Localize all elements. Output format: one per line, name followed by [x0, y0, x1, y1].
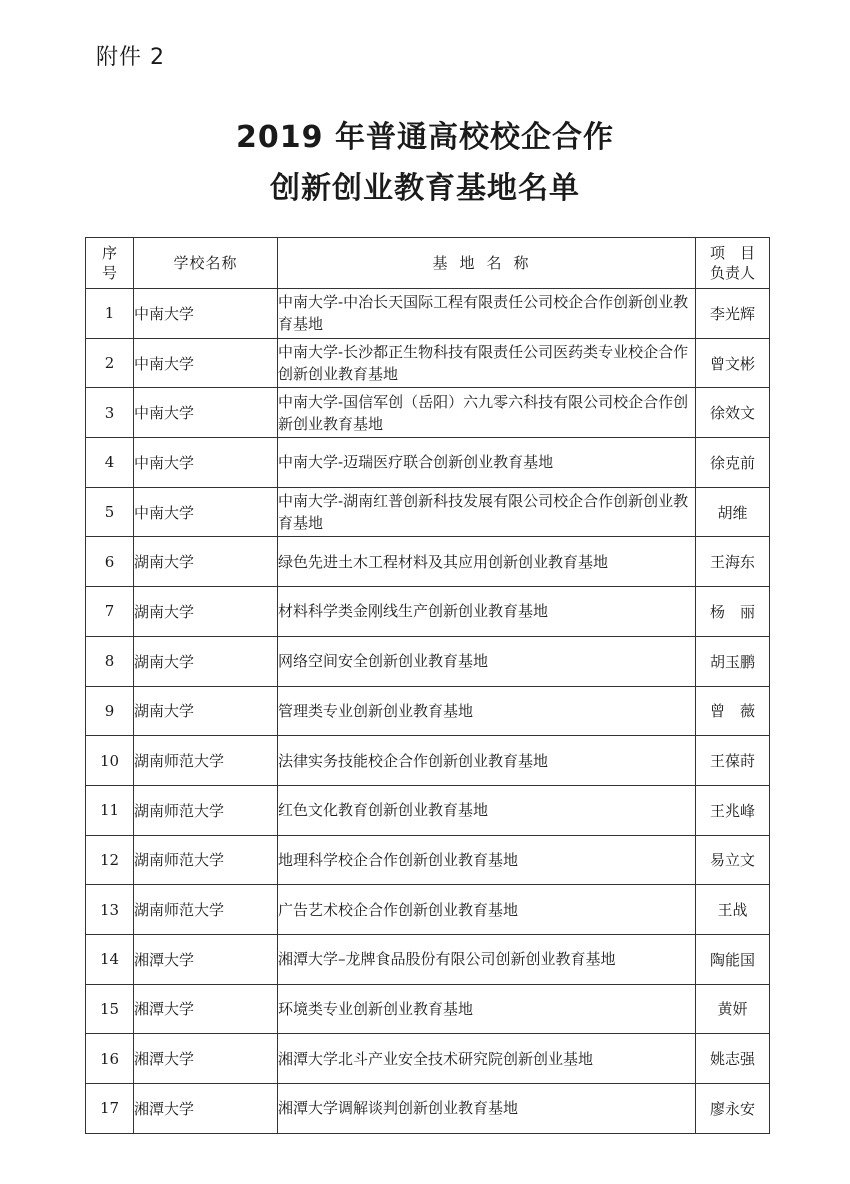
row-number: 1	[86, 289, 134, 339]
row-school: 湖南大学	[134, 686, 278, 736]
table-row	[86, 438, 770, 488]
row-lead: 杨 丽	[696, 587, 770, 637]
table-row	[86, 636, 770, 686]
row-school: 中南大学	[134, 338, 278, 388]
header-lead-line1: 项 目	[709, 244, 755, 262]
base-list-table	[85, 237, 770, 1134]
row-lead: 黄妍	[696, 984, 770, 1034]
table-row	[86, 338, 770, 388]
row-lead: 易立文	[696, 835, 770, 885]
row-school: 湘潭大学	[134, 1084, 278, 1134]
table-row	[86, 289, 770, 339]
header-lead	[696, 238, 770, 289]
row-base: 法律实务技能校企合作创新创业教育基地	[278, 736, 696, 786]
row-school: 湖南师范大学	[134, 835, 278, 885]
row-school: 湖南师范大学	[134, 885, 278, 935]
row-base: 广告艺术校企合作创新创业教育基地	[278, 885, 696, 935]
row-school: 湖南大学	[134, 636, 278, 686]
row-number: 2	[86, 338, 134, 388]
row-base: 红色文化教育创新创业教育基地	[278, 785, 696, 835]
table-row	[86, 1034, 770, 1084]
row-base: 材料科学类金刚线生产创新创业教育基地	[278, 587, 696, 637]
row-base: 中南大学-中冶长天国际工程有限责任公司校企合作创新创业教育基地	[278, 289, 696, 339]
row-school: 湖南师范大学	[134, 736, 278, 786]
table-row	[86, 736, 770, 786]
header-base: 基地名称	[278, 238, 696, 289]
row-base: 地理科学校企合作创新创业教育基地	[278, 835, 696, 885]
row-lead: 徐效文	[696, 388, 770, 438]
row-school: 中南大学	[134, 289, 278, 339]
table-row	[86, 785, 770, 835]
table-row	[86, 885, 770, 935]
row-lead: 曾文彬	[696, 338, 770, 388]
row-number: 8	[86, 636, 134, 686]
header-number	[86, 238, 134, 289]
row-base: 中南大学-迈瑞医疗联合创新创业教育基地	[278, 438, 696, 488]
row-school: 湖南师范大学	[134, 785, 278, 835]
document-title-line1: 2019 年普通高校校企合作	[236, 120, 614, 155]
table-row	[86, 686, 770, 736]
row-base: 中南大学-长沙都正生物科技有限责任公司医药类专业校企合作创新创业教育基地	[278, 338, 696, 388]
header-lead-line2: 负责人	[709, 264, 755, 282]
table-row	[86, 934, 770, 984]
row-base: 湘潭大学–龙牌食品股份有限公司创新创业教育基地	[278, 934, 696, 984]
row-school: 湘潭大学	[134, 984, 278, 1034]
row-number: 9	[86, 686, 134, 736]
row-number: 17	[86, 1084, 134, 1134]
header-school: 学校名称	[134, 238, 278, 289]
table-row	[86, 537, 770, 587]
row-school: 湖南大学	[134, 587, 278, 637]
row-base: 湘潭大学北斗产业安全技术研究院创新创业基地	[278, 1034, 696, 1084]
row-base: 绿色先进土木工程材料及其应用创新创业教育基地	[278, 537, 696, 587]
row-lead: 王兆峰	[696, 785, 770, 835]
row-lead: 李光辉	[696, 289, 770, 339]
row-base: 管理类专业创新创业教育基地	[278, 686, 696, 736]
header-number-line2: 号	[101, 264, 117, 282]
row-number: 7	[86, 587, 134, 637]
row-base: 湘潭大学调解谈判创新创业教育基地	[278, 1084, 696, 1134]
row-school: 中南大学	[134, 388, 278, 438]
row-lead: 廖永安	[696, 1084, 770, 1134]
row-base: 中南大学-国信军创（岳阳）六九零六科技有限公司校企合作创新创业教育基地	[278, 388, 696, 438]
document-title-line2: 创新创业教育基地名单	[270, 171, 580, 206]
row-number: 15	[86, 984, 134, 1034]
table-row	[86, 487, 770, 537]
row-lead: 胡玉鹏	[696, 636, 770, 686]
table-row	[86, 587, 770, 637]
row-lead: 王葆莳	[696, 736, 770, 786]
row-number: 16	[86, 1034, 134, 1084]
table-row	[86, 835, 770, 885]
row-number: 14	[86, 934, 134, 984]
row-school: 中南大学	[134, 487, 278, 537]
row-lead: 王海东	[696, 537, 770, 587]
row-lead: 姚志强	[696, 1034, 770, 1084]
attachment-label: 附件 2	[96, 45, 165, 70]
row-lead: 曾 薇	[696, 686, 770, 736]
table-row	[86, 984, 770, 1034]
row-number: 11	[86, 785, 134, 835]
row-lead: 胡维	[696, 487, 770, 537]
row-lead: 徐克前	[696, 438, 770, 488]
row-number: 10	[86, 736, 134, 786]
row-number: 13	[86, 885, 134, 935]
row-lead: 王战	[696, 885, 770, 935]
row-number: 12	[86, 835, 134, 885]
row-school: 湘潭大学	[134, 934, 278, 984]
row-number: 5	[86, 487, 134, 537]
row-number: 4	[86, 438, 134, 488]
row-base: 中南大学-湖南红普创新科技发展有限公司校企合作创新创业教育基地	[278, 487, 696, 537]
table-row	[86, 1084, 770, 1134]
table-row	[86, 388, 770, 438]
header-number-line1: 序	[101, 244, 117, 262]
table-header-row	[86, 238, 770, 289]
row-number: 3	[86, 388, 134, 438]
row-school: 湖南大学	[134, 537, 278, 587]
row-number: 6	[86, 537, 134, 587]
row-school: 中南大学	[134, 438, 278, 488]
row-base: 网络空间安全创新创业教育基地	[278, 636, 696, 686]
row-school: 湘潭大学	[134, 1034, 278, 1084]
row-base: 环境类专业创新创业教育基地	[278, 984, 696, 1034]
row-lead: 陶能国	[696, 934, 770, 984]
